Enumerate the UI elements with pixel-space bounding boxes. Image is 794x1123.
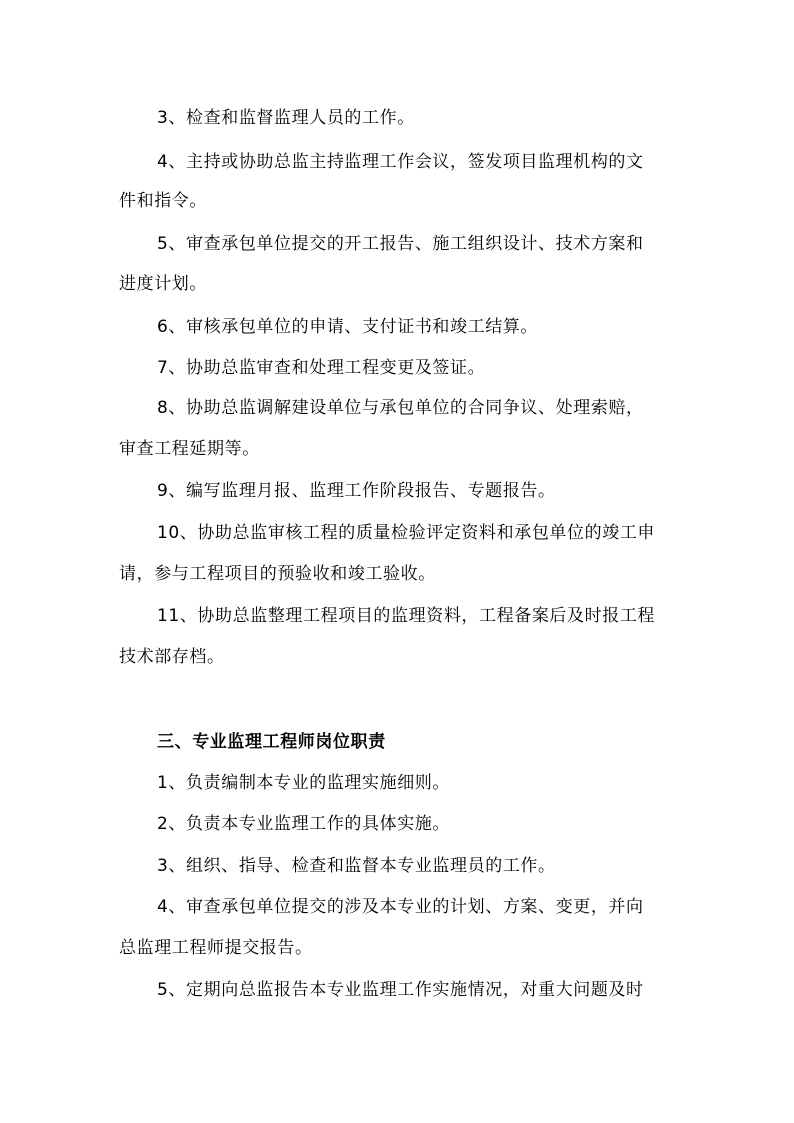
- item-5-line-2: 进度计划。: [119, 274, 207, 294]
- duty-4-line-1: 4、审查承包单位提交的涉及本专业的计划、方案、变更，并向: [157, 897, 644, 917]
- item-4-line-2: 件和指令。: [119, 191, 207, 211]
- item-5-line-1: 5、审查承包单位提交的开工报告、施工组织设计、技术方案和: [157, 234, 644, 254]
- item-7-line-1: 7、协助总监审查和处理工程变更及签证。: [157, 358, 486, 378]
- duty-5-line-1: 5、定期向总监报告本专业监理工作实施情况，对重大问题及时: [157, 980, 644, 1000]
- item-8-line-1: 8、协助总监调解建设单位与承包单位的合同争议、处理索赔，: [157, 398, 644, 418]
- item-6-line-1: 6、审核承包单位的申请、支付证书和竣工结算。: [157, 317, 539, 337]
- section-heading: 三、专业监理工程师岗位职责: [157, 732, 386, 752]
- item-11-line-1: 11、协助总监整理工程项目的监理资料，工程备案后及时报工程: [157, 606, 656, 626]
- item-11-line-2: 技术部存档。: [119, 647, 225, 667]
- duty-2-line-1: 2、负责本专业监理工作的具体实施。: [157, 814, 451, 834]
- item-10-line-2: 请，参与工程项目的预验收和竣工验收。: [119, 564, 436, 584]
- item-9-line-1: 9、编写监理月报、监理工作阶段报告、专题报告。: [157, 481, 556, 501]
- item-3-line-1: 3、检查和监督监理人员的工作。: [157, 108, 415, 128]
- duty-4-line-2: 总监理工程师提交报告。: [119, 938, 313, 958]
- item-10-line-1: 10、协助总监审核工程的质量检验评定资料和承包单位的竣工申: [157, 523, 656, 543]
- duty-1-line-1: 1、负责编制本专业的监理实施细则。: [157, 773, 451, 793]
- duty-3-line-1: 3、组织、指导、检查和监督本专业监理员的工作。: [157, 856, 556, 876]
- item-8-line-2: 审查工程延期等。: [119, 439, 260, 459]
- item-4-line-1: 4、主持或协助总监主持监理工作会议，签发项目监理机构的文: [157, 152, 644, 172]
